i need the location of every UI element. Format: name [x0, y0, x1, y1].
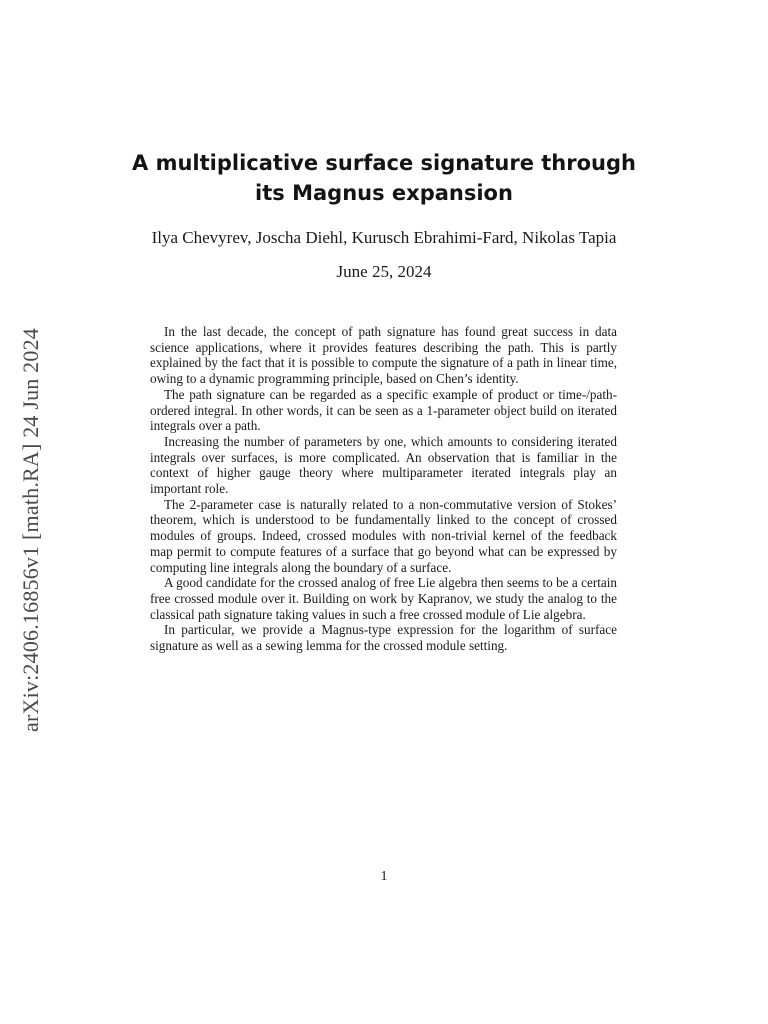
abstract-paragraph: A good candidate for the crossed analog of free Lie algebra then seems to be a certain free crossed module over it. Building on work by Kapranov, we study the analog to the classical path signature taking values in such a free crossed module of Lie algebra. — [150, 575, 617, 622]
arxiv-identifier: arXiv:2406.16856v1 [math.RA] 24 Jun 2024 — [18, 328, 43, 732]
abstract-paragraph: The 2-parameter case is naturally related to a non-commutative version of Stokes’ theorem, which is understood to be fundamentally linked to the concept of crossed modules of groups. Indeed, crossed modules with non-trivial kernel of the feedback map permit to compute features of a surface that go beyond what can be expressed by computing line integrals along the boundary of a surface. — [150, 496, 617, 575]
title-line-1: A multiplicative surface signature through — [132, 151, 636, 175]
abstract-paragraph: The path signature can be regarded as a specific example of product or time-/path-ordered integral. In other words, it can be seen as a 1-parameter object build on iterated integrals over a path. — [150, 386, 617, 434]
publication-date: June 25, 2024 — [336, 262, 432, 281]
abstract-paragraph: Increasing the number of parameters by one, which amounts to considering iterated integrals over surfaces, is more complicated. An observation that is familiar in the context of higher gauge theory where multiparameter iterated integrals play an important role. — [150, 433, 617, 497]
title-line-2: its Magnus expansion — [255, 181, 513, 205]
author-list: Ilya Chevyrev, Joscha Diehl, Kurusch Ebrahimi-Fard, Nikolas Tapia — [151, 228, 617, 247]
abstract-paragraph: In particular, we provide a Magnus-type expression for the logarithm of surface signature as well as a sewing lemma for the crossed module setting. — [150, 622, 617, 654]
abstract — [150, 324, 617, 654]
page-number: 1 — [380, 869, 388, 884]
abstract-paragraph: In the last decade, the concept of path signature has found great success in data science applications, where it provides features describing the path. This is partly explained by the fact that it is possible to compute the signature of a path in linear time, owing to a dynamic programming principle, based on Chen’s identity. — [150, 324, 617, 387]
arxiv-stamp — [14, 302, 48, 758]
paper-title — [0, 148, 768, 208]
